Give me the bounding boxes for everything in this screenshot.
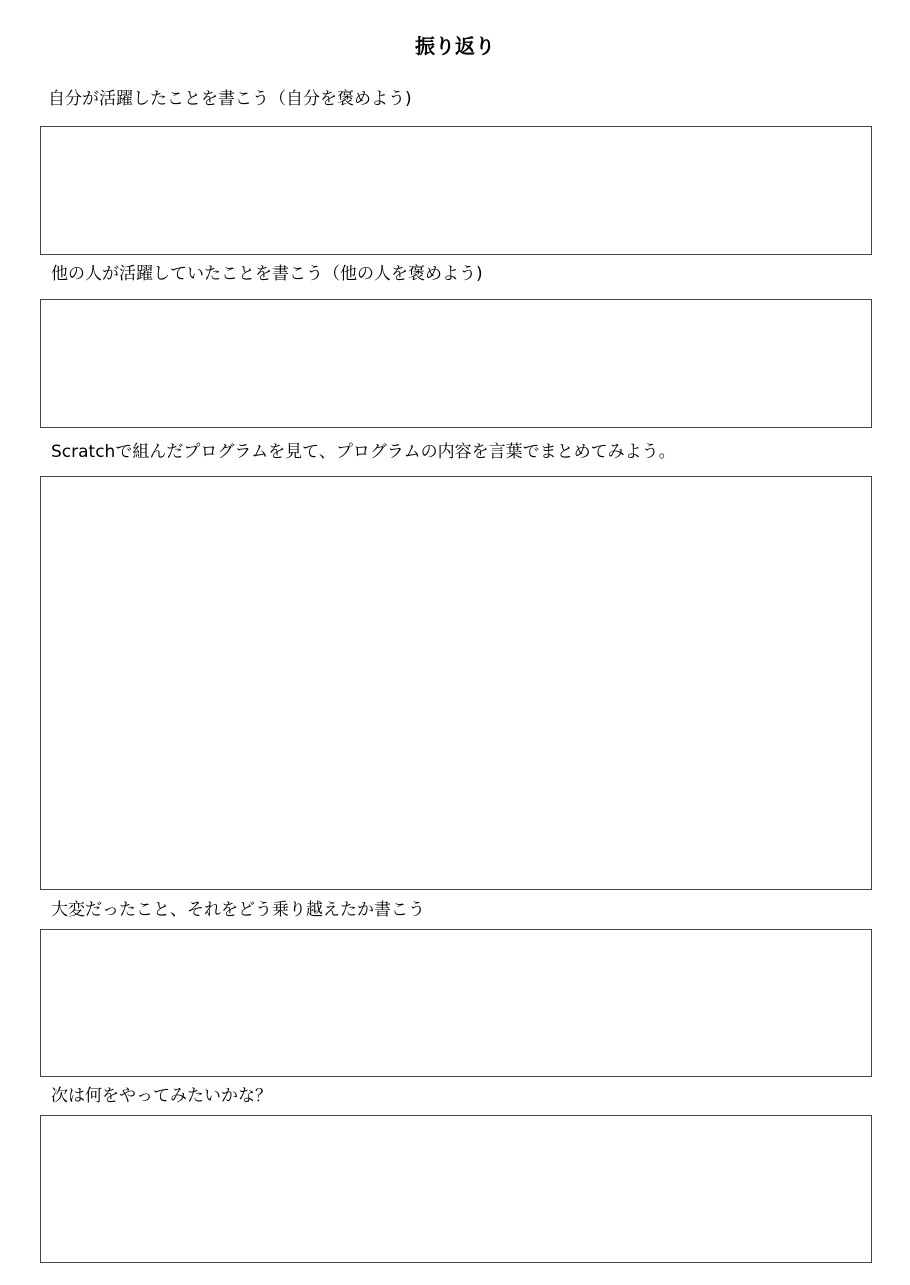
prompt-next-goal: 次は何をやってみたいかな？ bbox=[51, 1086, 272, 1106]
prompt-difficulties: 大変だったこと、それをどう乗り越えたか書こう bbox=[51, 900, 425, 920]
prompt-others-achievements: 他の人が活躍していたことを書こう（他の人を褒めよう) bbox=[51, 264, 483, 284]
answer-box-own-achievements[interactable] bbox=[40, 126, 872, 255]
prompt-program-summary: Scratchで組んだプログラムを見て、プログラムの内容を言葉でまとめてみよう。 bbox=[51, 442, 676, 462]
answer-box-next-goal[interactable] bbox=[40, 1115, 872, 1263]
answer-box-program-summary[interactable] bbox=[40, 476, 872, 890]
answer-box-others-achievements[interactable] bbox=[40, 299, 872, 428]
answer-box-difficulties[interactable] bbox=[40, 929, 872, 1077]
prompt-own-achievements: 自分が活躍したことを書こう（自分を褒めよう) bbox=[48, 89, 412, 109]
page-title: 振り返り bbox=[415, 34, 495, 58]
